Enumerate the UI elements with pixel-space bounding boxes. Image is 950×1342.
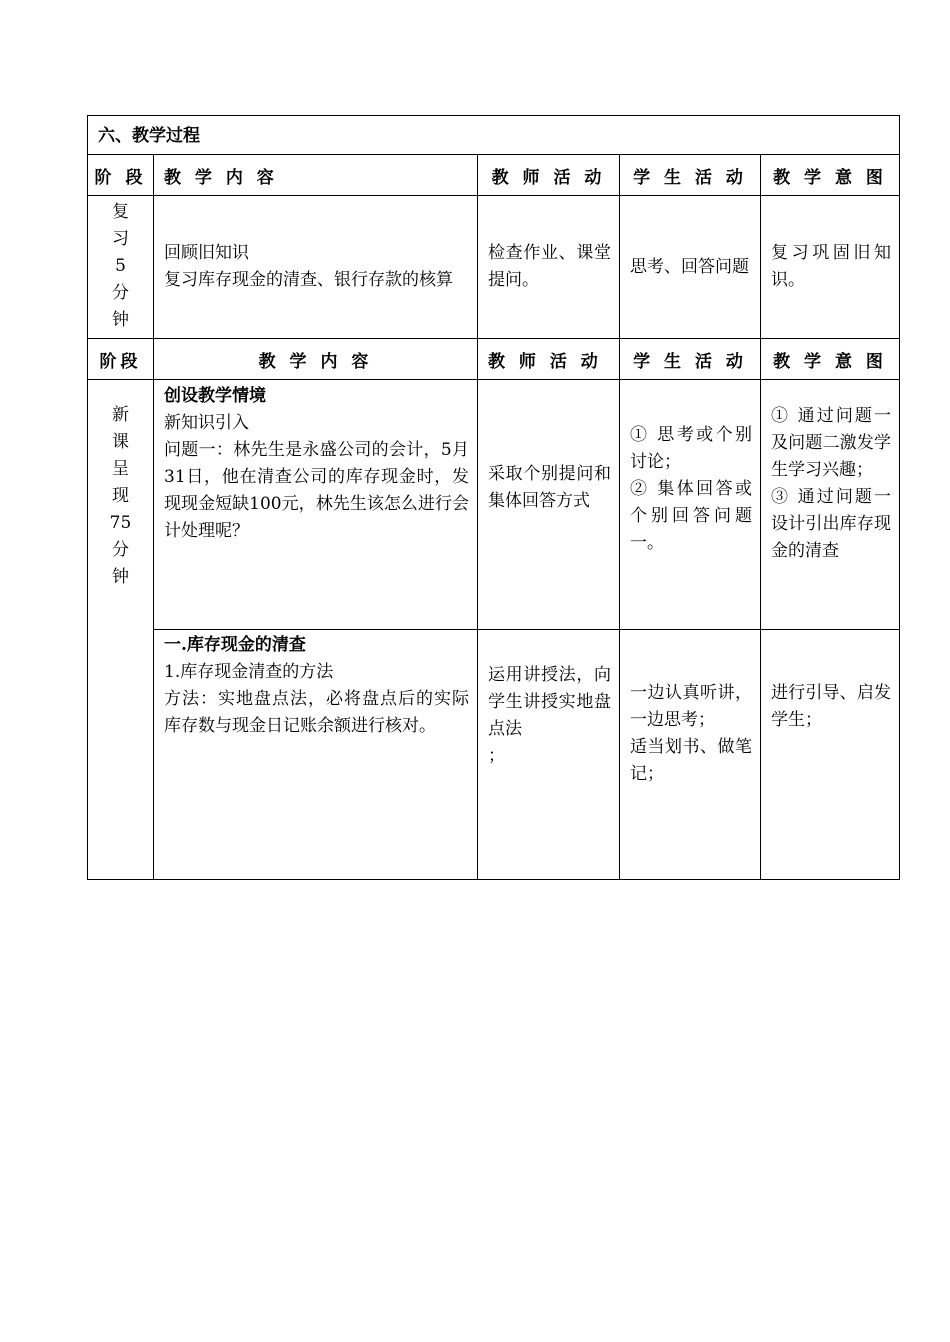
part2-student <box>620 630 761 880</box>
teaching-process-table <box>87 115 900 880</box>
part1-student-line: ① 思考或个别讨论； <box>630 425 752 472</box>
review-content-line: 回顾旧知识 <box>164 243 249 263</box>
part1-heading: 创设教学情境 <box>164 386 266 406</box>
part2-teacher-line: 运用讲授法，向学生讲授实地盘点法 <box>488 665 611 739</box>
part1-intent-line: ① 通过问题一及问题二激发学生学习兴趣； <box>771 406 892 480</box>
part1-teacher: 采取个别提问和集体回答方式 <box>478 380 620 630</box>
review-content <box>154 196 478 339</box>
header-content: 教 学 内 容 <box>154 155 478 196</box>
new-lesson-row-1 <box>88 380 900 630</box>
header-row-1 <box>88 155 900 196</box>
part1-line: 新知识引入 <box>164 413 249 433</box>
part2-heading: 一.库存现金的清查 <box>164 635 306 655</box>
review-teacher: 检查作业、课堂提问。 <box>478 196 620 339</box>
header-student: 学 生 活 动 <box>620 339 761 380</box>
part2-teacher <box>478 630 620 880</box>
part2-student-line: 适当划书、做笔记； <box>630 737 752 784</box>
review-student: 思考、回答问题 <box>620 196 761 339</box>
header-intent: 教 学 意 图 <box>761 339 900 380</box>
review-stage: 复 习 5 分 钟 <box>88 196 154 339</box>
review-content-line: 复习库存现金的清查、银行存款的核算 <box>164 270 453 290</box>
part2-teacher-line: ； <box>488 746 505 766</box>
header-content: 教 学 内 容 <box>154 339 478 380</box>
header-teacher: 教 师 活 动 <box>478 339 620 380</box>
part1-intent <box>761 380 900 630</box>
part1-intent-line: ③ 通过问题一设计引出库存现金的清查 <box>771 487 892 561</box>
part2-student-line: 一边认真听讲，一边思考； <box>630 683 752 730</box>
part2-line: 方法：实地盘点法，必将盘点后的实际库存数与现金日记账余额进行核对。 <box>164 689 469 736</box>
part2-intent: 进行引导、启发学生； <box>761 630 900 880</box>
header-intent: 教 学 意 图 <box>761 155 900 196</box>
part1-line: 问题一：林先生是永盛公司的会计，5月31日，他在清查公司的库存现金时，发现现金短缺100元，林先生该怎么进行会计处理呢？ <box>164 440 469 541</box>
header-stage: 阶段 <box>88 339 154 380</box>
header-teacher: 教 师 活 动 <box>478 155 620 196</box>
part1-content <box>154 380 478 630</box>
header-stage: 阶 段 <box>88 155 154 196</box>
part2-content <box>154 630 478 880</box>
header-row-2 <box>88 339 900 380</box>
new-lesson-stage: 新 课 呈 现 75 分 钟 <box>88 380 154 880</box>
section-title-row <box>88 116 900 155</box>
review-row <box>88 196 900 339</box>
part2-line: 1.库存现金清查的方法 <box>164 662 334 682</box>
part1-student <box>620 380 761 630</box>
header-student: 学 生 活 动 <box>620 155 761 196</box>
part1-student-line: ② 集体回答或个别回答问题一。 <box>630 479 752 553</box>
section-title: 六、教学过程 <box>88 116 900 155</box>
review-intent: 复习巩固旧知识。 <box>761 196 900 339</box>
new-lesson-row-2 <box>88 630 900 880</box>
